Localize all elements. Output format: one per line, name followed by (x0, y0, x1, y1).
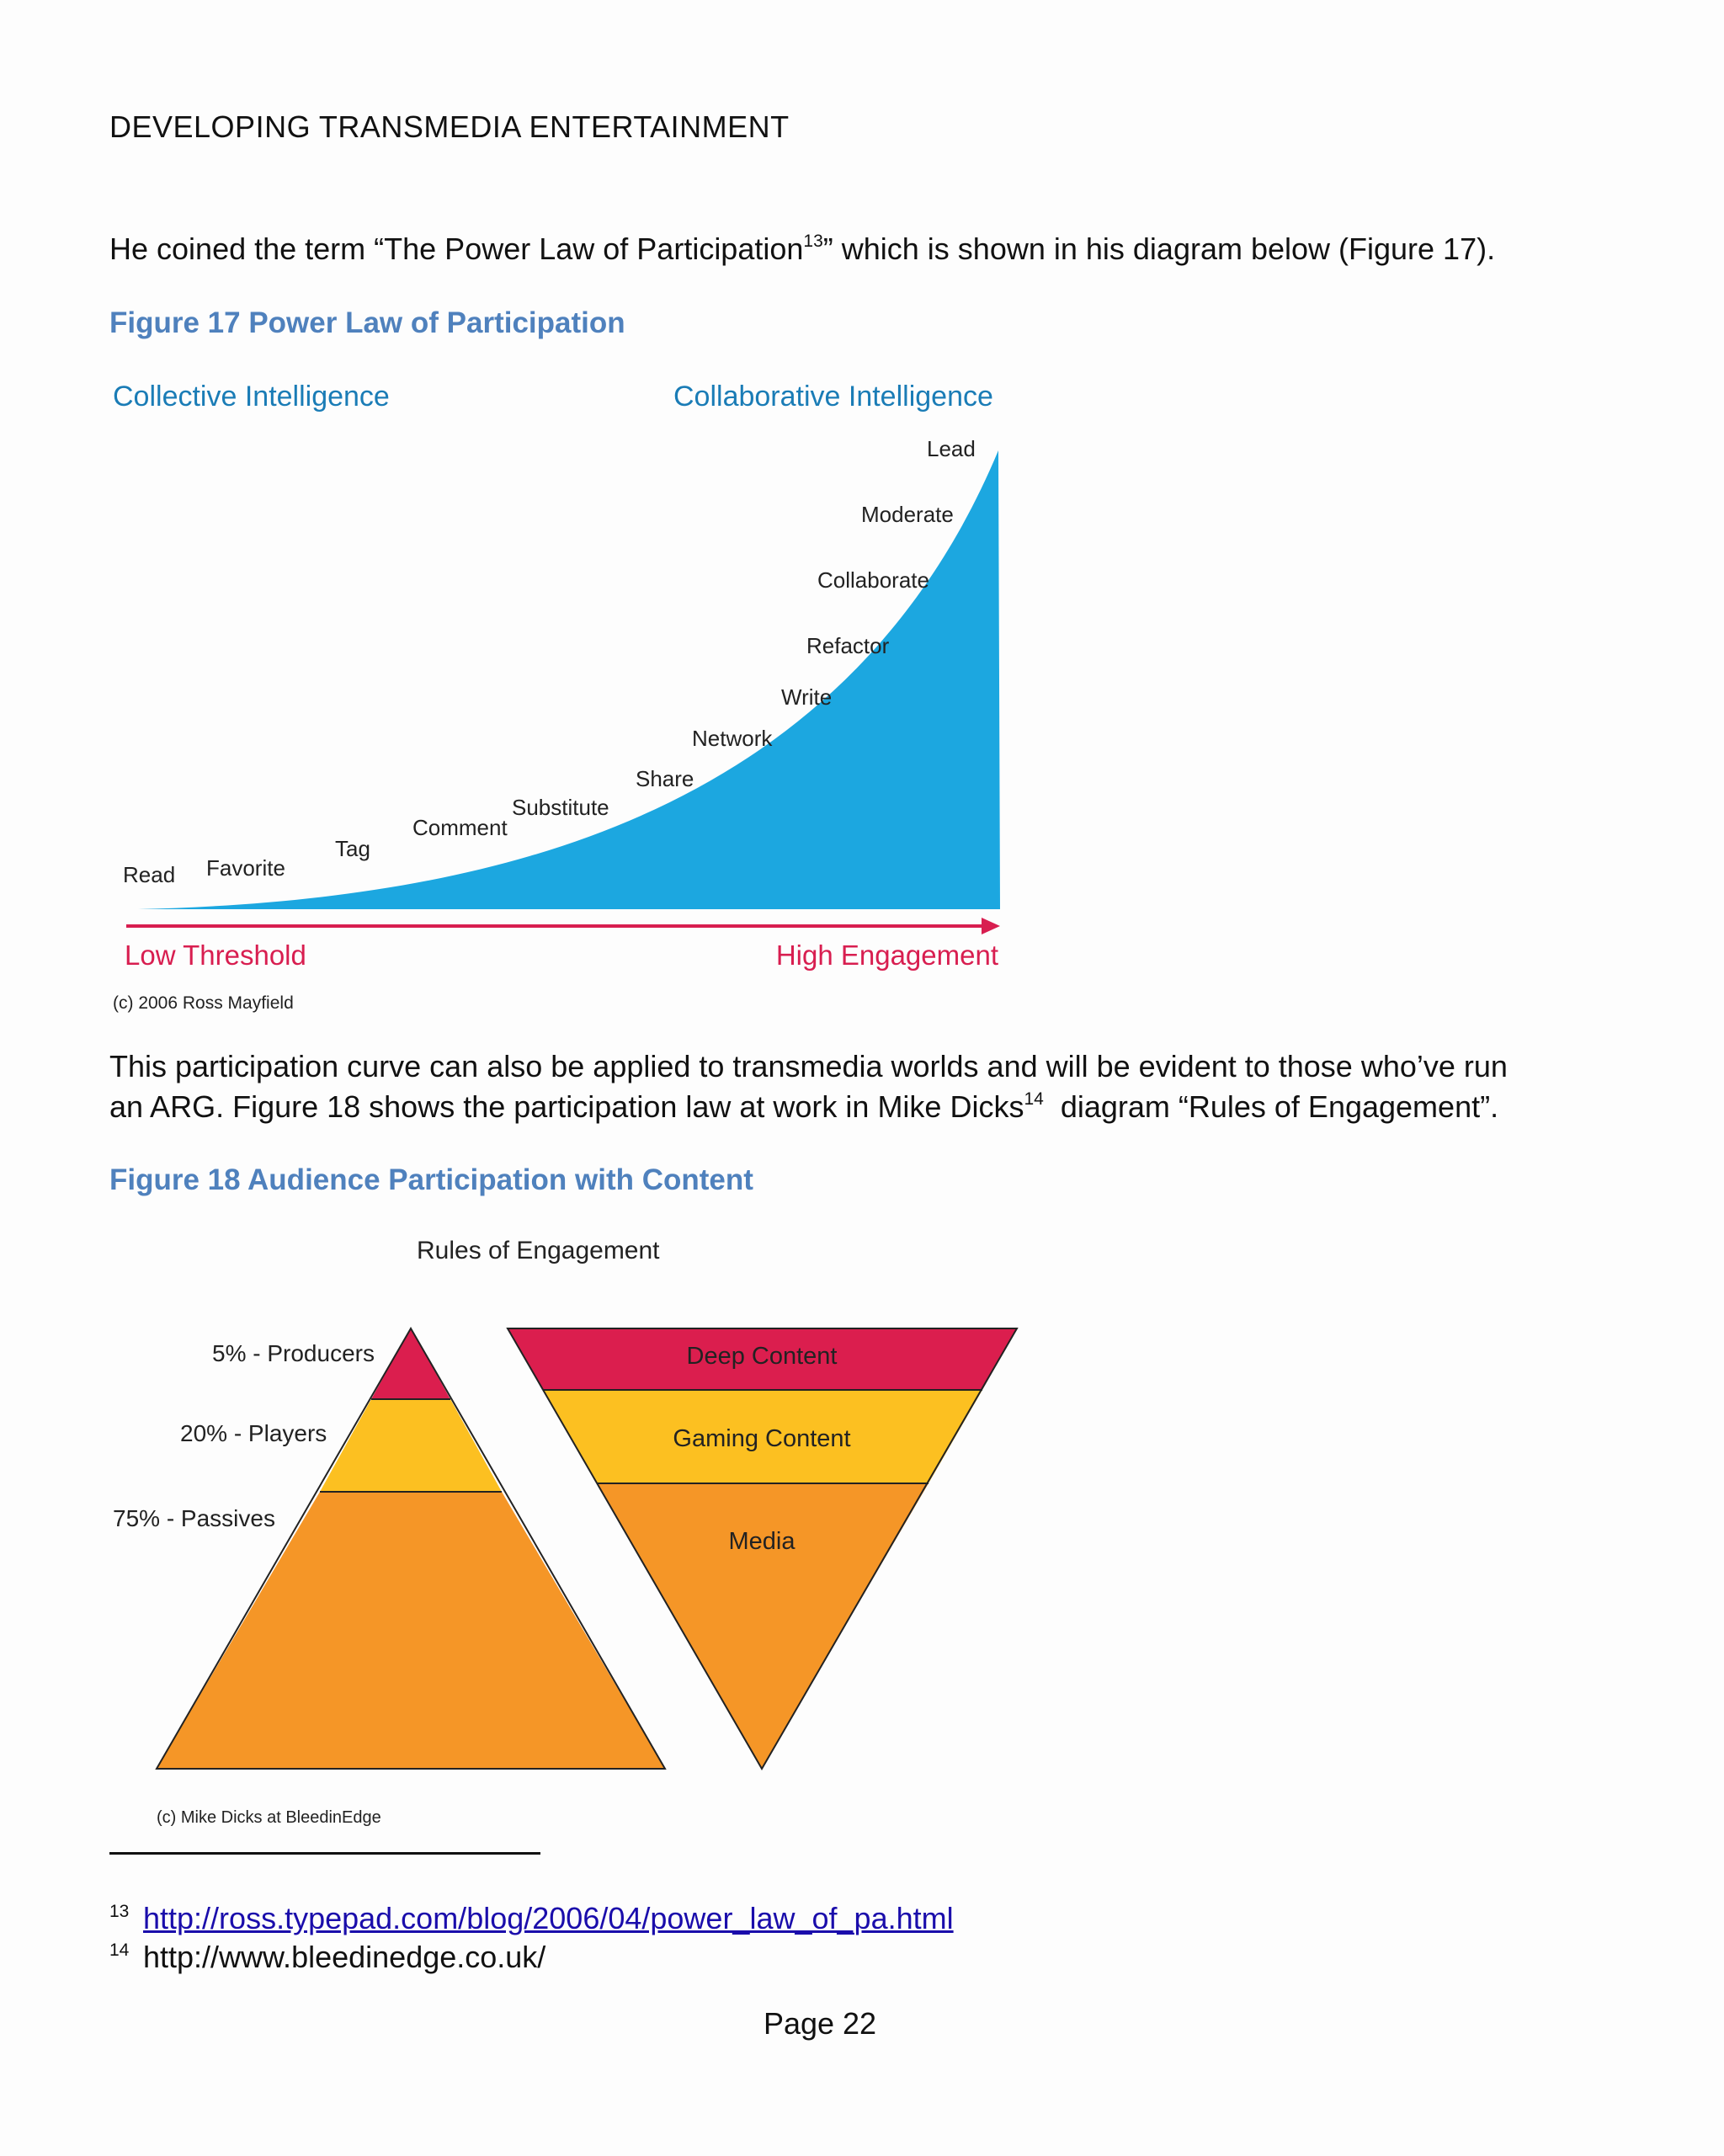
footnote-13 (109, 1901, 954, 1936)
label-players: 20% - Players (180, 1420, 327, 1446)
step-comment: Comment (412, 815, 508, 840)
collective-intelligence-label: Collective Intelligence (113, 381, 390, 413)
footnote-14-number: 14 (109, 1940, 130, 1960)
step-favorite: Favorite (206, 855, 285, 881)
engagement-axis-arrowhead (982, 918, 1000, 934)
label-deep-content: Deep Content (686, 1343, 838, 1370)
figure-18-diagram (101, 1221, 1044, 1844)
paragraph-2-text-end: diagram “Rules of Engagement”. (1043, 1089, 1499, 1124)
intro-text-end: ” which is shown in his diagram below (Figure 17). (822, 232, 1496, 266)
figure-17-caption: Figure 17 Power Law of Participation (109, 306, 625, 339)
footnote-ref-13[interactable]: 13 (803, 232, 823, 251)
footnote-13-number: 13 (109, 1902, 130, 1921)
paragraph-2-line-1: This participation curve can also be applied to transmedia worlds and will be evident to those who’ve run (109, 1049, 1508, 1083)
step-substitute: Substitute (512, 795, 609, 820)
pyramid-passives-tier (157, 1492, 665, 1769)
step-read: Read (123, 862, 176, 887)
label-passives: 75% - Passives (113, 1505, 275, 1531)
rules-of-engagement-title: Rules of Engagement (417, 1237, 660, 1264)
footnote-separator (109, 1852, 540, 1855)
step-write: Write (781, 684, 833, 710)
paragraph-2 (109, 1046, 1557, 1127)
funnel-media-tier (597, 1483, 929, 1769)
intro-text-start: He coined the term “The Power Law of Participation (109, 232, 804, 266)
intro-paragraph (109, 229, 1557, 269)
figure-18-credit: (c) Mike Dicks at BleedinEdge (157, 1808, 381, 1827)
footnote-ref-14[interactable]: 14 (1024, 1089, 1044, 1109)
step-collaborate: Collaborate (817, 567, 929, 593)
step-lead: Lead (927, 436, 976, 461)
footnote-14 (109, 1940, 545, 1975)
collaborative-intelligence-label: Collaborative Intelligence (673, 381, 993, 413)
running-header: DEVELOPING TRANSMEDIA ENTERTAINMENT (109, 109, 790, 144)
page-number: Page 22 (763, 2006, 877, 2041)
high-engagement-label: High Engagement (775, 940, 998, 971)
footnote-14-text: http://www.bleedinedge.co.uk/ (143, 1940, 546, 1974)
step-network: Network (692, 726, 773, 751)
paragraph-2-text-start: an ARG. Figure 18 shows the participation law at work in Mike Dicks (109, 1089, 1024, 1124)
step-refactor: Refactor (806, 633, 890, 658)
low-threshold-label: Low Threshold (125, 940, 306, 971)
pyramid-producers-tier (371, 1328, 450, 1399)
paragraph-2-line-2 (109, 1087, 1557, 1127)
label-gaming-content: Gaming Content (673, 1425, 851, 1452)
figure-17-diagram (101, 370, 1027, 1027)
step-share: Share (636, 766, 694, 791)
label-producers: 5% - Producers (212, 1340, 375, 1366)
pyramid-players-tier (320, 1399, 502, 1492)
figure-18-caption: Figure 18 Audience Participation with Content (109, 1163, 753, 1196)
figure-17-credit: (c) 2006 Ross Mayfield (113, 993, 294, 1013)
footnote-13-link[interactable]: http://ross.typepad.com/blog/2006/04/power_law_of_pa.html (143, 1901, 954, 1935)
step-tag: Tag (335, 836, 370, 861)
label-media: Media (728, 1528, 795, 1555)
step-moderate: Moderate (861, 502, 954, 527)
